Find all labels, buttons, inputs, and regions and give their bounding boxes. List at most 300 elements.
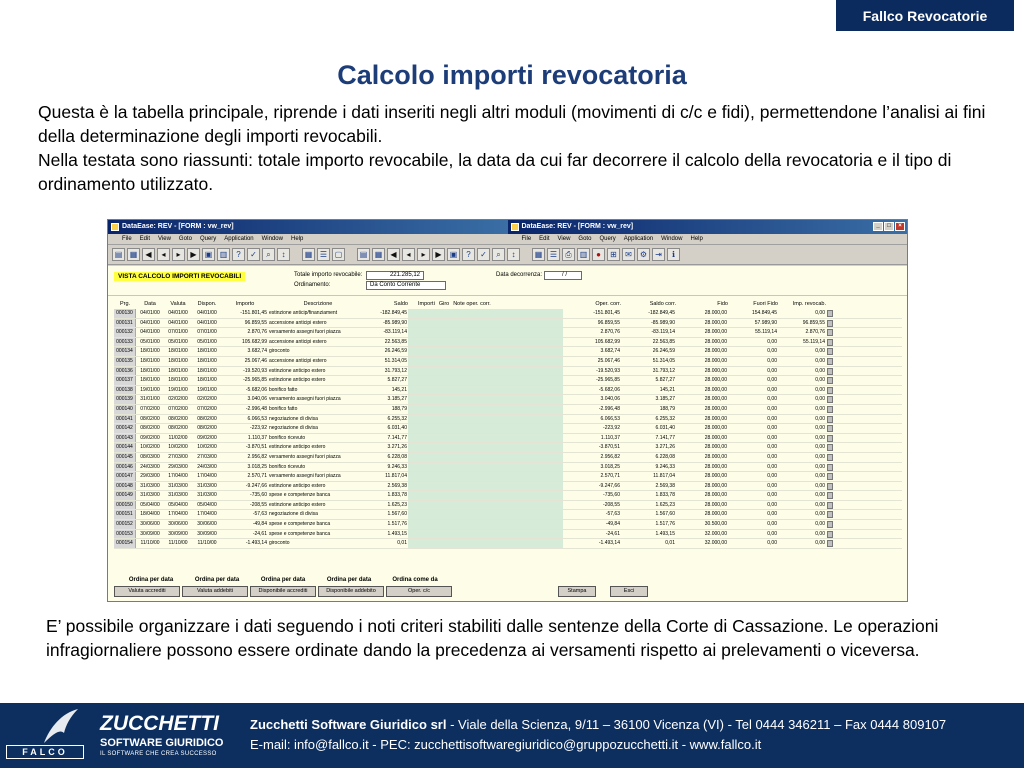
cell-fido: 28.000,00 (704, 482, 727, 489)
cell-importo: 105.682,99 (241, 338, 267, 345)
cell-oper-corr: -2.996,48 (598, 405, 620, 412)
data-decorrenza-label: Data decorrenza: (496, 272, 543, 278)
previous-record-icon[interactable]: ◂ (157, 248, 170, 261)
cell-fuori-fido: 0,00 (767, 357, 777, 364)
stop-icon[interactable]: ● (592, 248, 605, 261)
cell-note-area[interactable] (408, 328, 563, 337)
table-row[interactable] (114, 539, 902, 549)
help-icon[interactable]: ? (232, 248, 245, 261)
minimize-icon[interactable]: _ (873, 222, 883, 231)
cell-fido: 28.000,00 (704, 434, 727, 441)
record-end-icon[interactable]: ▥ (217, 248, 230, 261)
toolbar (108, 245, 907, 265)
order-valuta-accrediti-button[interactable]: Valuta accrediti (114, 586, 180, 597)
falco-logo: FALCO (6, 745, 84, 759)
form-icon[interactable]: ▤ (357, 248, 370, 261)
cell-saldo: 7.141,77 (387, 434, 407, 441)
row-detail-button[interactable] (826, 405, 836, 414)
cell-data: 05/01/00 (140, 338, 160, 345)
cell-fuori-fido: 154.849,45 (751, 310, 777, 316)
cell-oper-corr: -735,60 (603, 492, 620, 499)
table-row[interactable] (114, 491, 902, 501)
cell-fuori-fido: 0,00 (767, 377, 777, 384)
table-row[interactable] (114, 395, 902, 405)
col-giro: Giro (438, 301, 450, 307)
cell-note-area[interactable] (408, 463, 563, 472)
cell-oper-corr: -25.965,85 (596, 377, 620, 384)
ordinamento-field[interactable]: Da Conto Corrente (366, 281, 446, 290)
cell-valuta: 04/01/00 (168, 319, 188, 326)
col-data: Data (144, 301, 156, 307)
table-row[interactable] (114, 443, 902, 453)
cell-fido: 28.000,00 (704, 501, 727, 508)
col-fido: Fido (717, 301, 728, 307)
cell-descrizione: bonifico ricevuto (269, 434, 306, 441)
cell-descrizione: versamento assegni fuori piazza (269, 473, 341, 480)
menu-goto[interactable]: Goto (178, 236, 192, 242)
order-valuta-addebiti-button[interactable]: Valuta addebiti (182, 586, 248, 597)
first-record-icon[interactable]: ◀ (387, 248, 400, 261)
table-row[interactable] (114, 338, 902, 348)
cell-descrizione: giroconto (269, 540, 290, 547)
cell-oper-corr: -24,61 (605, 530, 620, 537)
cell-dispon: 30/06/00 (197, 521, 217, 528)
search-icon[interactable]: ⌕ (262, 248, 275, 261)
menu-help[interactable]: Help (290, 236, 304, 242)
app-screenshot (107, 219, 908, 602)
cell-note-area[interactable] (408, 443, 563, 452)
cell-note-area[interactable] (408, 501, 563, 510)
table-icon[interactable]: ▦ (127, 248, 140, 261)
table-row[interactable] (114, 463, 902, 473)
cell-importo: 25.067,46 (244, 357, 267, 364)
cell-fuori-fido: 0,00 (767, 501, 777, 508)
table-row[interactable] (114, 357, 902, 367)
cell-saldo-corr: -83.119,14 (651, 329, 675, 336)
menu-edit[interactable]: Edit (539, 236, 550, 242)
cell-saldo: 6.255,32 (387, 415, 407, 422)
cell-fido: 28.000,00 (704, 415, 727, 422)
order-label-3: Ordina per data (260, 577, 306, 583)
next-record-icon[interactable]: ▸ (172, 248, 185, 261)
last-record-icon[interactable]: ▶ (432, 248, 445, 261)
cell-oper-corr: 3.682,74 (600, 348, 620, 355)
row-detail-button[interactable] (826, 395, 836, 404)
cell-fuori-fido: 0,00 (767, 521, 777, 528)
record-icon[interactable]: ▣ (202, 248, 215, 261)
table-row[interactable] (114, 319, 902, 329)
cell-saldo-corr: 5.827,27 (655, 377, 675, 384)
cell-importo: 2.956,82 (247, 453, 267, 460)
row-detail-button[interactable] (826, 424, 836, 433)
company-contacts: E-mail: info@fallco.it - PEC: zucchettisoftwaregiuridico@gruppozucchetti.it - www.fallco.it (250, 737, 762, 752)
cell-valuta: 11/10/00 (168, 540, 188, 547)
cell-saldo-corr: 7.141,77 (655, 434, 675, 441)
cell-importo: 3.682,74 (247, 348, 267, 355)
cell-importo: -5.682,06 (245, 386, 267, 393)
stampa-button[interactable]: Stampa (558, 586, 596, 597)
cell-imp-revoc: 0,00 (815, 434, 825, 441)
cell-note-area[interactable] (408, 338, 563, 347)
col-saldo: Saldo (393, 301, 408, 307)
cell-prg: 000146 (114, 463, 136, 472)
cell-note-area[interactable] (408, 530, 563, 539)
table-row[interactable] (114, 415, 902, 425)
cell-prg: 000137 (114, 376, 136, 385)
row-detail-button[interactable] (826, 530, 836, 539)
order-label-1: Ordina per data (128, 577, 174, 583)
cell-descrizione: negoziazione di divisa (269, 511, 318, 518)
table-row[interactable] (114, 510, 902, 520)
cell-oper-corr: -49,84 (605, 521, 620, 528)
cell-oper-corr: 2.956,82 (600, 453, 620, 460)
menu-bar-right (508, 234, 908, 244)
cell-saldo-corr: 26.246,59 (652, 348, 675, 355)
row-detail-button[interactable] (826, 501, 836, 510)
cell-saldo: 1.625,23 (387, 501, 407, 508)
row-detail-button[interactable] (826, 357, 836, 366)
cell-imp-revoc: 0,00 (815, 310, 825, 316)
menu-window[interactable]: Window (661, 236, 683, 242)
cell-fido: 28.000,00 (704, 396, 727, 403)
cell-oper-corr: 1.110,37 (600, 434, 620, 441)
menu-application[interactable]: Application (224, 236, 254, 242)
window-icon[interactable]: ▢ (332, 248, 345, 261)
col-importi: Importi (418, 301, 435, 307)
cell-note-area[interactable] (408, 453, 563, 462)
cell-fuori-fido: 0,00 (767, 405, 777, 412)
row-detail-button[interactable] (826, 472, 836, 481)
grid-icon[interactable]: ▦ (532, 248, 545, 261)
col-saldo-corr: Saldo corr. (649, 301, 676, 307)
last-record-icon[interactable]: ▶ (187, 248, 200, 261)
cell-dispon: 30/09/00 (197, 530, 217, 537)
record-icon[interactable]: ▣ (447, 248, 460, 261)
cell-saldo-corr: 0,01 (665, 540, 675, 547)
cell-saldo: 22.563,85 (384, 338, 407, 345)
cell-dispon: 19/01/00 (197, 386, 217, 393)
first-record-icon[interactable]: ◀ (142, 248, 155, 261)
table-row[interactable] (114, 434, 902, 444)
table-row[interactable] (114, 501, 902, 511)
menu-goto[interactable]: Goto (578, 236, 592, 242)
row-detail-button[interactable] (826, 338, 836, 347)
cell-fido: 28.000,00 (704, 338, 727, 345)
cell-valuta: 07/02/00 (168, 405, 188, 412)
cell-importo: -25.965,85 (243, 377, 267, 384)
print-icon[interactable]: ⎙ (562, 248, 575, 261)
table-body (114, 309, 902, 549)
cell-note-area[interactable] (408, 357, 563, 366)
search-icon[interactable]: ⌕ (492, 248, 505, 261)
cell-valuta: 02/02/00 (168, 396, 188, 403)
cell-prg: 000139 (114, 395, 136, 404)
cell-imp-revoc: 0,00 (815, 463, 825, 470)
totale-field[interactable]: 221.285,12 (366, 271, 424, 280)
menu-application[interactable]: Application (623, 236, 654, 242)
sort-icon[interactable]: ↕ (277, 248, 290, 261)
table-icon[interactable]: ▦ (372, 248, 385, 261)
grid-icon[interactable]: ▦ (302, 248, 315, 261)
cell-note-area[interactable] (408, 482, 563, 491)
cell-valuta: 18/01/00 (168, 357, 188, 364)
previous-record-icon[interactable]: ◂ (402, 248, 415, 261)
order-disponibile-accrediti-button[interactable]: Disponibile accrediti (250, 586, 316, 597)
cell-dispon: 18/01/00 (197, 367, 217, 374)
cell-imp-revoc: 0,00 (815, 357, 825, 364)
help-icon[interactable]: ? (462, 248, 475, 261)
cell-fuori-fido: 0,00 (767, 473, 777, 480)
window-title: DataEase: REV - [FORM : vw_rev] (122, 223, 234, 230)
menu-edit[interactable]: Edit (139, 236, 151, 242)
cell-descrizione: negoziazione di divisa (269, 415, 318, 422)
table-row[interactable] (114, 386, 902, 396)
cell-descrizione: spese e competenze banca (269, 521, 331, 528)
export-icon[interactable]: ⇥ (652, 248, 665, 261)
cell-fuori-fido: 0,00 (767, 338, 777, 345)
cell-prg: 000148 (114, 482, 136, 491)
cell-note-area[interactable] (408, 405, 563, 414)
row-detail-button[interactable] (826, 347, 836, 356)
row-detail-button[interactable] (826, 415, 836, 424)
company-name: Zucchetti Software Giuridico srl (250, 717, 447, 732)
menu-query[interactable]: Query (599, 236, 616, 242)
row-detail-button[interactable] (826, 482, 836, 491)
cell-valuta: 05/01/00 (168, 338, 188, 345)
cell-saldo-corr: 11.817,04 (653, 473, 675, 480)
section-tag: Fallco Revocatorie (836, 0, 1014, 31)
row-detail-button[interactable] (826, 376, 836, 385)
cell-saldo: 9.246,33 (387, 463, 407, 470)
cell-dispon: 31/03/00 (197, 492, 217, 499)
cell-saldo-corr: 22.563,85 (652, 338, 675, 345)
table-row[interactable] (114, 347, 902, 357)
cell-descrizione: negoziazione di divisa (269, 425, 318, 432)
cell-imp-revoc: 0,00 (815, 482, 825, 489)
cell-oper-corr: -5.682,06 (598, 386, 620, 393)
cell-fuori-fido: 0,00 (767, 530, 777, 537)
zucchetti-tagline: IL SOFTWARE CHE CREA SUCCESSO (100, 751, 217, 757)
cell-note-area[interactable] (408, 309, 563, 318)
row-detail-button[interactable] (826, 520, 836, 529)
cell-note-area[interactable] (408, 491, 563, 500)
cell-imp-revoc: 0,00 (815, 530, 825, 537)
cell-note-area[interactable] (408, 386, 563, 395)
cell-oper-corr: 96.859,55 (597, 319, 620, 326)
cell-data: 30/09/00 (140, 530, 160, 537)
sort-icon[interactable]: ↕ (507, 248, 520, 261)
menu-view[interactable]: View (557, 236, 571, 242)
company-address: - Viale della Scienza, 9/11 – 36100 Vicenza (VI) - Tel 0444 346211 – Fax 0444 809107 (446, 717, 947, 732)
cell-saldo-corr: 3.185,27 (655, 396, 675, 403)
mail-icon[interactable]: ✉ (622, 248, 635, 261)
cell-saldo-corr: 145,21 (659, 386, 675, 393)
intro-paragraph-2: Nella testata sono riassunti: totale importo revocabile, la data da cui far decorrere il calcolo della revocatoria e il tipo di ordinamento utilizzato. (38, 150, 952, 194)
cell-note-area[interactable] (408, 347, 563, 356)
cell-note-area[interactable] (408, 434, 563, 443)
cell-valuta: 29/03/00 (168, 463, 188, 470)
table-row[interactable] (114, 367, 902, 377)
menu-window[interactable]: Window (261, 236, 283, 242)
table-row[interactable] (114, 482, 902, 492)
row-detail-button[interactable] (826, 491, 836, 500)
cell-descrizione: spese e competenze banca (269, 492, 331, 499)
cell-fido: 28.000,00 (704, 367, 727, 374)
cell-fido: 28.000,00 (704, 444, 727, 451)
query-icon[interactable]: ✓ (247, 248, 260, 261)
cell-dispon: 04/01/00 (197, 319, 217, 326)
cell-valuta: 18/01/00 (168, 348, 188, 355)
cell-fido: 28.000,00 (704, 492, 727, 499)
row-detail-button[interactable] (826, 309, 836, 318)
maximize-icon[interactable]: □ (884, 222, 894, 231)
cell-note-area[interactable] (408, 395, 563, 404)
table-row[interactable] (114, 472, 902, 482)
esci-button[interactable]: Esci (610, 586, 648, 597)
menu-file[interactable]: File (521, 236, 532, 242)
menu-query[interactable]: Query (199, 236, 217, 242)
cell-fido: 28.000,00 (704, 405, 727, 412)
cell-fuori-fido: 0,00 (767, 396, 777, 403)
cell-note-area[interactable] (408, 319, 563, 328)
order-oper-cc-button[interactable]: Oper. c/c (386, 586, 452, 597)
query-icon[interactable]: ✓ (477, 248, 490, 261)
table-row[interactable] (114, 453, 902, 463)
cell-note-area[interactable] (408, 415, 563, 424)
cell-prg: 000130 (114, 309, 136, 318)
cell-prg: 000145 (114, 453, 136, 462)
cell-descrizione: spese e competenze banca (269, 530, 331, 537)
cell-valuta: 08/02/00 (168, 425, 188, 432)
cell-dispon: 05/04/00 (197, 501, 217, 508)
cell-imp-revoc: 2.870,76 (805, 329, 825, 336)
cell-prg: 000134 (114, 347, 136, 356)
cell-oper-corr: -1.493,14 (598, 540, 620, 547)
cell-data: 31/01/00 (140, 396, 160, 403)
cell-note-area[interactable] (408, 424, 563, 433)
table-row[interactable] (114, 424, 902, 434)
list-icon[interactable]: ☰ (317, 248, 330, 261)
cell-saldo: 5.827,27 (387, 377, 407, 384)
cell-oper-corr: -223,92 (603, 425, 620, 432)
cell-imp-revoc: 0,00 (815, 453, 825, 460)
menu-view[interactable]: View (158, 236, 171, 242)
cell-valuta: 07/01/00 (168, 329, 188, 336)
cell-dispon: 09/02/00 (197, 434, 217, 441)
cell-valuta: 04/01/00 (168, 310, 188, 316)
cell-oper-corr: -208,55 (603, 501, 620, 508)
ordinamento-label: Ordinamento: (294, 282, 331, 288)
chart-icon[interactable]: ▥ (577, 248, 590, 261)
table-row[interactable] (114, 309, 902, 319)
row-detail-button[interactable] (826, 443, 836, 452)
table-row[interactable] (114, 520, 902, 530)
table-row[interactable] (114, 376, 902, 386)
cell-valuta: 17/04/00 (168, 511, 188, 518)
next-record-icon[interactable]: ▸ (417, 248, 430, 261)
cell-descrizione: bonifico ricevuto (269, 463, 306, 470)
cell-note-area[interactable] (408, 539, 563, 548)
cell-imp-revoc: 0,00 (815, 377, 825, 384)
row-detail-button[interactable] (826, 328, 836, 337)
cell-importo: 2.870,76 (247, 329, 267, 336)
info-icon[interactable]: ℹ (667, 248, 680, 261)
cell-saldo-corr: 3.271,26 (655, 444, 675, 451)
cell-descrizione: accensione anticipi estero (269, 357, 327, 364)
row-detail-button[interactable] (826, 367, 836, 376)
menu-help[interactable]: Help (690, 236, 703, 242)
cell-note-area[interactable] (408, 367, 563, 376)
form-icon[interactable]: ▤ (112, 248, 125, 261)
cell-note-area[interactable] (408, 472, 563, 481)
form-area (108, 266, 907, 602)
cell-imp-revoc: 0,00 (815, 386, 825, 393)
row-detail-button[interactable] (826, 510, 836, 519)
col-oper-corr: Oper. corr. (595, 301, 621, 307)
report-icon[interactable]: ⊞ (607, 248, 620, 261)
cell-fido: 28.000,00 (704, 310, 727, 316)
cell-dispon: 07/02/00 (197, 405, 217, 412)
table-row[interactable] (114, 530, 902, 540)
app-icon (111, 223, 119, 231)
cell-fuori-fido: 0,00 (767, 348, 777, 355)
cell-descrizione: versamento assegni fuori piazza (269, 453, 341, 460)
cell-valuta: 05/04/00 (168, 501, 188, 508)
cell-imp-revoc: 0,00 (815, 405, 825, 412)
row-detail-button[interactable] (826, 386, 836, 395)
close-icon[interactable]: × (895, 222, 905, 231)
cell-importo: -1.493,14 (245, 540, 267, 547)
cell-imp-revoc: 0,00 (815, 521, 825, 528)
cell-descrizione: accensione anticipi estero (269, 338, 327, 345)
table-header (114, 300, 902, 309)
cell-prg: 000150 (114, 501, 136, 510)
cell-data: 18/01/00 (140, 377, 160, 384)
row-detail-button[interactable] (826, 463, 836, 472)
cell-saldo: 1.833,78 (387, 492, 407, 499)
row-detail-button[interactable] (826, 539, 836, 548)
order-label-4: Ordina per data (326, 577, 372, 583)
cell-descrizione: versamento assegni fuori piazza (269, 396, 341, 403)
data-decorrenza-field[interactable]: / / (544, 271, 582, 280)
row-detail-button[interactable] (826, 434, 836, 443)
cell-data: 10/02/00 (140, 444, 160, 451)
row-detail-button[interactable] (826, 319, 836, 328)
row-detail-button[interactable] (826, 453, 836, 462)
cell-dispon: 11/10/00 (197, 540, 217, 547)
cell-valuta: 08/02/00 (168, 415, 188, 422)
tools-icon[interactable]: ⚙ (637, 248, 650, 261)
cell-note-area[interactable] (408, 520, 563, 529)
cell-note-area[interactable] (408, 510, 563, 519)
cell-saldo-corr: 1.625,23 (655, 501, 675, 508)
cell-dispon: 18/01/00 (197, 348, 217, 355)
list-icon[interactable]: ☰ (547, 248, 560, 261)
cell-oper-corr: -151.801,45 (593, 310, 620, 316)
cell-prg: 000131 (114, 319, 136, 328)
order-disponibile-addebito-button[interactable]: Disponibile addebito (318, 586, 384, 597)
order-label-5: Ordina come da (392, 577, 438, 583)
table-row[interactable] (114, 405, 902, 415)
cell-note-area[interactable] (408, 376, 563, 385)
table-row[interactable] (114, 328, 902, 338)
cell-valuta: 19/01/00 (168, 386, 188, 393)
cell-importo: 96.859,55 (244, 319, 267, 326)
cell-fido: 28.000,00 (704, 386, 727, 393)
menu-file[interactable]: File (122, 236, 132, 242)
cell-dispon: 02/02/00 (197, 396, 217, 403)
cell-data: 04/01/00 (140, 319, 160, 326)
